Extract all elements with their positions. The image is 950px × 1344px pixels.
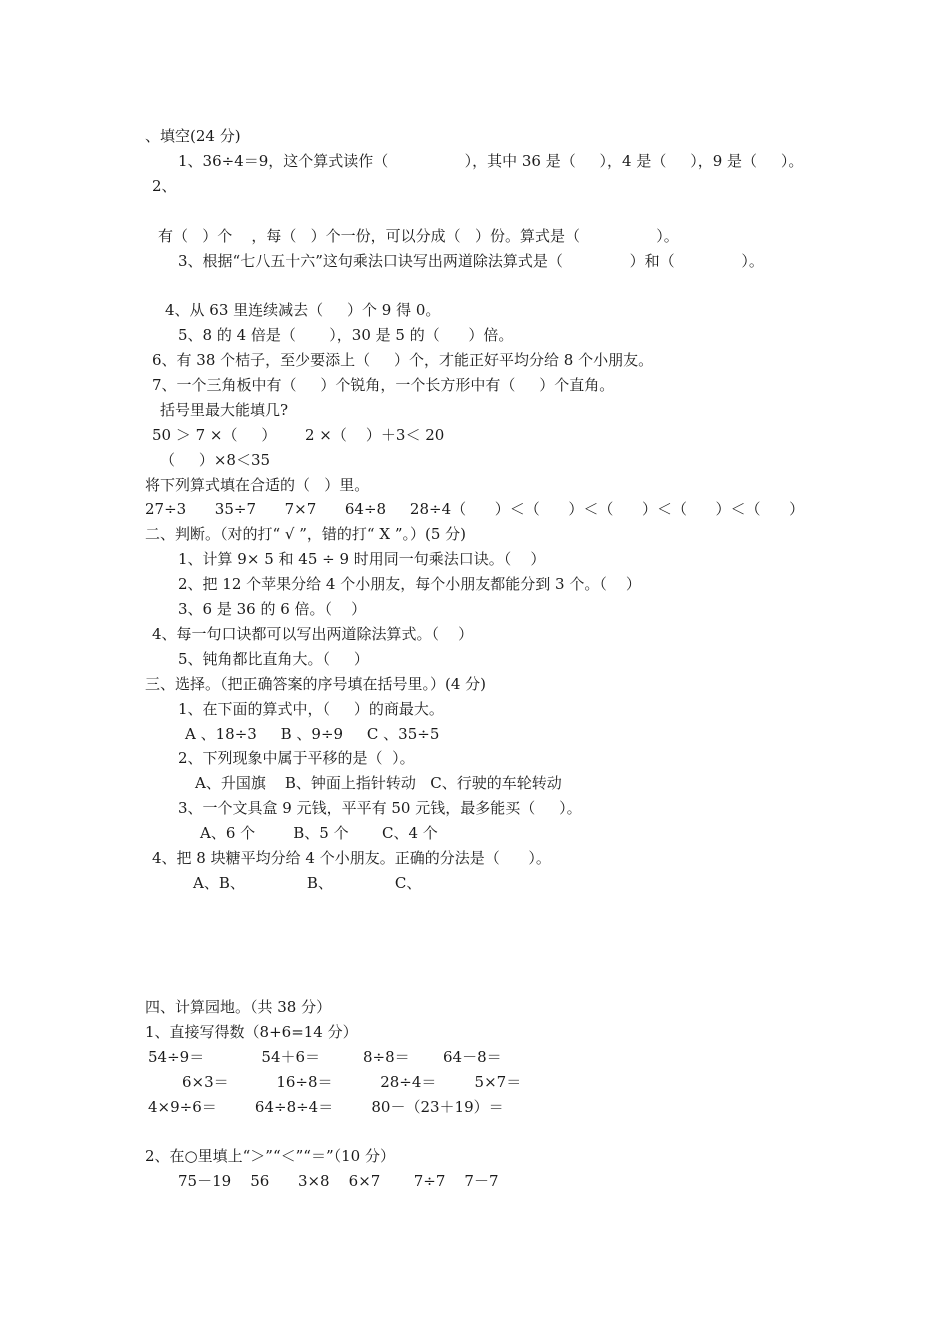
question-3-4: 4、把 8 块糖平均分给 4 个小朋友。正确的分法是（ ）。: [152, 849, 551, 867]
question-2-1: 1、计算 9× 5 和 45 ÷ 9 时用同一句乘法口诀。（ ）: [178, 550, 546, 568]
question-4-1-row2: 6×3＝ 16÷8＝ 28÷4＝ 5×7＝: [182, 1073, 522, 1091]
section-3-heading: 三、选择。（把正确答案的序号填在括号里。）(4 分): [145, 675, 487, 693]
question-1-9-row: 27÷3 35÷7 7×7 64÷8 28÷4（ ）＜（ ）＜（ ）＜（ ）＜（ ）: [145, 500, 805, 518]
question-4-1-row3: 4×9÷6＝ 64÷8÷4＝ 80－（23＋19）＝: [148, 1098, 504, 1116]
question-1-3: 3、根据“七八五十六”这句乘法口诀写出两道除法算式是（ ）和（ ）。: [178, 252, 764, 270]
question-3-2: 2、下列现象中属于平移的是（ ）。: [178, 749, 415, 767]
question-2-4: 4、每一句口诀都可以写出两道除法算式。（ ）: [152, 625, 474, 643]
question-1-4: 4、从 63 里连续减去（ ）个 9 得 0。: [165, 301, 441, 319]
question-2-2: 2、把 12 个苹果分给 4 个小朋友，每个小朋友都能分到 3 个。（ ）: [178, 575, 641, 593]
question-4-2-heading: 2、在○里填上“＞”“＜”“＝”（10 分）: [145, 1147, 395, 1165]
question-1-8-row2: （ ）×8＜35: [160, 451, 271, 469]
question-4-2-row: 75－19 56 3×8 6×7 7÷7 7－7: [178, 1172, 499, 1190]
question-2-3: 3、6 是 36 的 6 倍。（ ）: [178, 600, 367, 618]
section-4-heading: 四、计算园地。（共 38 分）: [145, 998, 332, 1016]
question-1-5: 5、8 的 4 倍是（ ），30 是 5 的（ ）倍。: [178, 326, 514, 344]
question-4-1-row1: 54÷9＝ 54＋6＝ 8÷8＝ 64－8＝: [148, 1048, 502, 1066]
section-1-heading: 、填空(24 分): [145, 127, 241, 145]
question-3-1-options: A 、18÷3 B 、9÷9 C 、35÷5: [185, 725, 440, 743]
section-2-heading: 二、判断。（对的打“ √ ”，错的打“ X ”。）(5 分): [145, 525, 467, 543]
question-3-2-options: A、升国旗 B、钟面上指针转动 C、行驶的车轮转动: [195, 774, 562, 792]
question-1-1: 1、36÷4＝9，这个算式读作（ ），其中 36 是（ ），4 是（ ），9 是（ ）。: [178, 152, 804, 170]
question-1-7: 7、一个三角板中有（ ）个锐角，一个长方形中有（ ）个直角。: [152, 376, 615, 394]
question-1-6: 6、有 38 个桔子，至少要添上（ ）个，才能正好平均分给 8 个小朋友。: [152, 351, 654, 369]
question-3-1: 1、在下面的算式中，（ ）的商最大。: [178, 700, 444, 718]
question-3-3-options: A、6 个 B、5 个 C、4 个: [200, 824, 438, 842]
question-1-8-row1: 50 ＞ 7 ×（ ） 2 ×（ ）＋3＜ 20: [152, 426, 445, 444]
question-1-2: 2、: [152, 177, 177, 195]
question-3-3: 3、一个文具盒 9 元钱，平平有 50 元钱，最多能买（ ）。: [178, 799, 582, 817]
question-1-8-heading: 括号里最大能填几?: [160, 401, 289, 419]
question-1-9-heading: 将下列算式填在合适的（ ）里。: [145, 476, 370, 494]
question-3-4-options: A、B、 B、 C、: [193, 874, 422, 892]
question-2-5: 5、钝角都比直角大。（ ）: [178, 650, 369, 668]
question-4-1-heading: 1、直接写得数（8+6=14 分）: [145, 1023, 358, 1041]
question-1-2-body: 有（ ）个 ，每（ ）个一份，可以分成（ ）份。算式是（ ）。: [158, 227, 679, 245]
